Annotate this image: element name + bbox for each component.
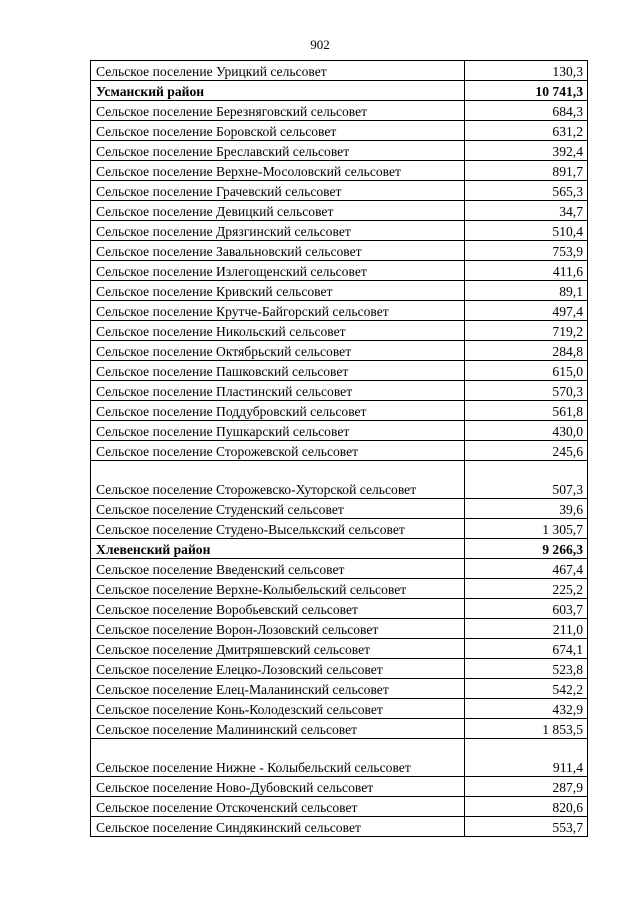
settlement-name: Сельское поселение Октябрьский сельсовет — [91, 341, 465, 361]
table-row — [91, 559, 588, 579]
settlement-value: 39,6 — [465, 499, 588, 519]
table-row — [91, 579, 588, 599]
settlement-name: Сельское поселение Введенский сельсовет — [91, 559, 465, 579]
settlement-value: 565,3 — [465, 181, 588, 201]
table-row — [91, 101, 588, 121]
settlement-name: Сельское поселение Урицкий сельсовет — [91, 61, 465, 81]
table-row — [91, 281, 588, 301]
district-row — [91, 539, 588, 559]
settlement-name: Сельское поселение Бреславский сельсовет — [91, 141, 465, 161]
table-row — [91, 639, 588, 659]
budget-table — [90, 60, 588, 837]
table-row — [91, 321, 588, 341]
settlement-name: Сельское поселение Никольский сельсовет — [91, 321, 465, 341]
table-row — [91, 817, 588, 837]
page-number: 902 — [310, 37, 330, 52]
settlement-name: Сельское поселение Верхне-Мосоловский сельсовет — [91, 161, 465, 181]
settlement-value: 674,1 — [465, 639, 588, 659]
settlement-value: 510,4 — [465, 221, 588, 241]
settlement-name: Сельское поселение Завальновский сельсовет — [91, 241, 465, 261]
settlement-value: 130,3 — [465, 61, 588, 81]
settlement-value: 34,7 — [465, 201, 588, 221]
settlement-value: 225,2 — [465, 579, 588, 599]
settlement-name: Сельское поселение Студено-Выселькский сельсовет — [91, 519, 465, 539]
table-row — [91, 619, 588, 639]
settlement-name: Сельское поселение Малининский сельсовет — [91, 719, 465, 739]
settlement-value: 211,0 — [465, 619, 588, 639]
table-row — [91, 739, 588, 777]
table-row — [91, 301, 588, 321]
settlement-name: Сельское поселение Сторожевско-Хуторской сельсовет — [91, 461, 465, 499]
settlement-value: 820,6 — [465, 797, 588, 817]
settlement-value: 507,3 — [465, 461, 588, 499]
settlement-name: Сельское поселение Студенский сельсовет — [91, 499, 465, 519]
settlement-name: Сельское поселение Боровской сельсовет — [91, 121, 465, 141]
table-row — [91, 161, 588, 181]
table-row — [91, 679, 588, 699]
settlement-name: Сельское поселение Дмитряшевский сельсовет — [91, 639, 465, 659]
table-row — [91, 381, 588, 401]
settlement-value: 561,8 — [465, 401, 588, 421]
settlement-name: Сельское поселение Грачевский сельсовет — [91, 181, 465, 201]
district-name: Хлевенский район — [91, 539, 465, 559]
settlement-value: 497,4 — [465, 301, 588, 321]
table-row — [91, 141, 588, 161]
settlement-name: Сельское поселение Пашковский сельсовет — [91, 361, 465, 381]
table-row — [91, 421, 588, 441]
settlement-value: 603,7 — [465, 599, 588, 619]
district-name: Усманский район — [91, 81, 465, 101]
table-row — [91, 181, 588, 201]
settlement-name: Сельское поселение Отскоченский сельсовет — [91, 797, 465, 817]
table-row — [91, 241, 588, 261]
settlement-value: 911,4 — [465, 739, 588, 777]
settlement-value: 570,3 — [465, 381, 588, 401]
settlement-value: 287,9 — [465, 777, 588, 797]
settlement-name: Сельское поселение Елец-Маланинский сельсовет — [91, 679, 465, 699]
table-row — [91, 401, 588, 421]
table-row — [91, 719, 588, 739]
table-row — [91, 341, 588, 361]
district-total-value: 10 741,3 — [465, 81, 588, 101]
settlement-value: 430,0 — [465, 421, 588, 441]
settlement-name: Сельское поселение Дрязгинский сельсовет — [91, 221, 465, 241]
settlement-value: 1 853,5 — [465, 719, 588, 739]
settlement-value: 1 305,7 — [465, 519, 588, 539]
table-row — [91, 361, 588, 381]
settlement-name: Сельское поселение Пушкарский сельсовет — [91, 421, 465, 441]
settlement-name: Сельское поселение Ворон-Лозовский сельсовет — [91, 619, 465, 639]
table-row — [91, 599, 588, 619]
district-total-value: 9 266,3 — [465, 539, 588, 559]
settlement-value: 523,8 — [465, 659, 588, 679]
settlement-name: Сельское поселение Елецко-Лозовский сельсовет — [91, 659, 465, 679]
settlement-value: 615,0 — [465, 361, 588, 381]
table-row — [91, 777, 588, 797]
settlement-value: 753,9 — [465, 241, 588, 261]
settlement-value: 245,6 — [465, 441, 588, 461]
table-row — [91, 499, 588, 519]
settlement-name: Сельское поселение Конь-Колодезский сельсовет — [91, 699, 465, 719]
settlement-value: 284,8 — [465, 341, 588, 361]
settlement-name: Сельское поселение Сторожевской сельсовет — [91, 441, 465, 461]
table-row — [91, 201, 588, 221]
settlement-value: 89,1 — [465, 281, 588, 301]
settlement-value: 631,2 — [465, 121, 588, 141]
settlement-name: Сельское поселение Ново-Дубовский сельсовет — [91, 777, 465, 797]
settlement-name: Сельское поселение Кривский сельсовет — [91, 281, 465, 301]
settlement-name: Сельское поселение Девицкий сельсовет — [91, 201, 465, 221]
table-row — [91, 441, 588, 461]
table-row — [91, 261, 588, 281]
settlement-value: 411,6 — [465, 261, 588, 281]
district-row — [91, 81, 588, 101]
settlement-value: 467,4 — [465, 559, 588, 579]
settlement-value: 432,9 — [465, 699, 588, 719]
settlement-value: 553,7 — [465, 817, 588, 837]
settlement-name: Сельское поселение Пластинский сельсовет — [91, 381, 465, 401]
settlement-value: 542,2 — [465, 679, 588, 699]
table-row — [91, 699, 588, 719]
settlement-name: Сельское поселение Березняговский сельсовет — [91, 101, 465, 121]
settlement-name: Сельское поселение Воробьевский сельсовет — [91, 599, 465, 619]
settlement-name: Сельское поселение Поддубровский сельсовет — [91, 401, 465, 421]
settlement-name: Сельское поселение Нижне - Колыбельский сельсовет — [91, 739, 465, 777]
table-row — [91, 221, 588, 241]
settlement-name: Сельское поселение Верхне-Колыбельский сельсовет — [91, 579, 465, 599]
settlement-value: 719,2 — [465, 321, 588, 341]
settlement-value: 684,3 — [465, 101, 588, 121]
settlement-name: Сельское поселение Излегощенский сельсовет — [91, 261, 465, 281]
table-row — [91, 519, 588, 539]
table-row — [91, 659, 588, 679]
settlement-name: Сельское поселение Синдякинский сельсовет — [91, 817, 465, 837]
table-row — [91, 121, 588, 141]
table-row — [91, 797, 588, 817]
table-row — [91, 61, 588, 81]
settlement-value: 891,7 — [465, 161, 588, 181]
settlement-name: Сельское поселение Крутче-Байгорский сельсовет — [91, 301, 465, 321]
table-row — [91, 461, 588, 499]
settlement-value: 392,4 — [465, 141, 588, 161]
table-body — [91, 61, 588, 837]
